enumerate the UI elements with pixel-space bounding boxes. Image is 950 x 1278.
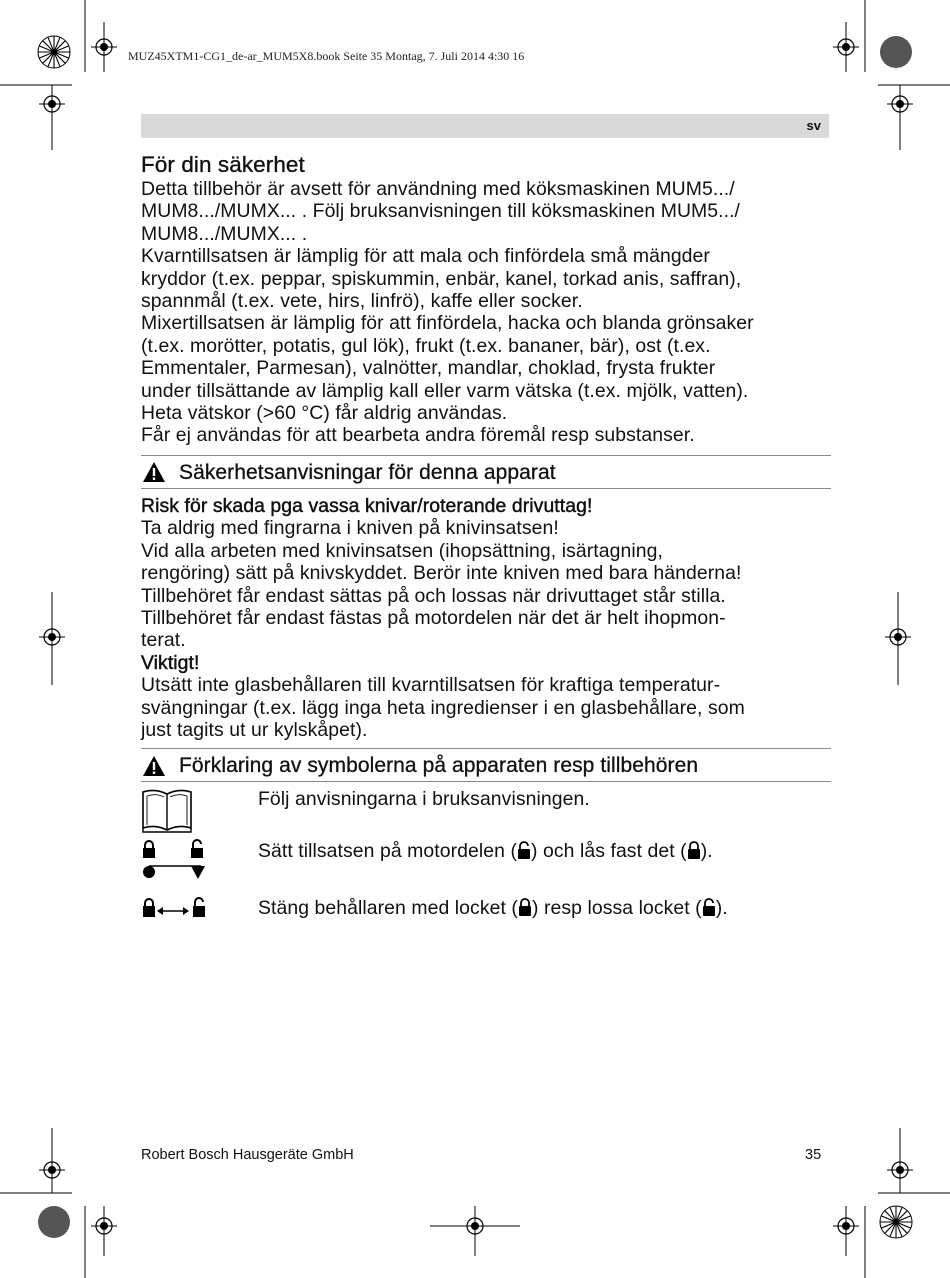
symbol-text-part: ). <box>700 840 713 863</box>
symbol-row-lock-position <box>141 839 831 891</box>
risk-line: Ta aldrig med fingrarna i kniven på knivinsatsen! <box>141 517 559 540</box>
symbol-text-part: Sätt tillsatsen på motordelen ( <box>258 840 517 863</box>
symbol-text-part: ) resp lossa locket ( <box>531 897 702 920</box>
page-content <box>141 152 831 927</box>
safety-line: under tillsättande av lämplig kall eller varm vätska (t.ex. mjölk, vatten). <box>141 379 749 402</box>
book-icon <box>141 788 193 834</box>
lock-position-icon <box>141 839 211 883</box>
footer-company: Robert Bosch Hausgeräte GmbH <box>141 1147 354 1163</box>
risk-line: terat. <box>141 629 186 652</box>
lock-closed-icon <box>687 841 701 860</box>
safety-line: MUM8.../MUMX... . Följ bruksanvisningen till köksmaskinen MUM5.../ <box>141 200 741 223</box>
instructions-heading <box>141 455 831 489</box>
lock-closed-icon <box>518 898 532 917</box>
safety-line: Kvarntillsatsen är lämplig för att mala och finfördela små mängder <box>141 245 710 268</box>
risk-line: Vid alla arbeten med knivinsatsen (ihopsättning, isärtagning, <box>141 539 663 562</box>
risk-line: Tillbehöret får endast fästas på motordelen när det är helt ihopmon- <box>141 606 726 629</box>
symbol-lock-position-text <box>258 840 831 862</box>
book-header-line: MUZ45XTM1-CG1_de-ar_MUM5X8.book Seite 35 Montag, 7. Juli 2014 4:30 16 <box>128 49 525 63</box>
safety-line: Heta vätskor (>60 °C) får aldrig användas. <box>141 402 508 425</box>
safety-line: Får ej användas för att bearbeta andra föremål resp substanser. <box>141 424 695 447</box>
language-tag: sv <box>806 118 821 133</box>
safety-line: Mixertillsatsen är lämplig för att finfördela, hacka och blanda grönsaker <box>141 312 754 335</box>
warning-icon <box>142 461 166 483</box>
safety-line: Detta tillbehör är avsett för användning med köksmaskinen MUM5.../ <box>141 178 735 200</box>
symbol-text-part: ) och lås fast det ( <box>531 840 687 863</box>
important-heading: Viktigt! <box>141 651 200 674</box>
lock-open-icon <box>517 841 531 860</box>
symbol-text-part: Stäng behållaren med locket ( <box>258 897 518 920</box>
symbol-book-text: Följ anvisningarna i bruksanvisningen. <box>258 788 590 811</box>
important-line: Utsätt inte glasbehållaren till kvarntillsatsen för kraftiga temperatur- <box>141 674 721 697</box>
instructions-title: Säkerhetsanvisningar för denna apparat <box>179 460 556 484</box>
symbol-text-part: ). <box>715 897 728 920</box>
symbols-title: Förklaring av symbolerna på apparaten resp tillbehören <box>179 754 699 778</box>
page-number: 35 <box>805 1147 822 1163</box>
symbol-row-book <box>141 788 831 838</box>
symbol-row-lock-arrow <box>141 895 831 926</box>
safety-line: MUM8.../MUMX... . <box>141 222 308 245</box>
risk-line: Tillbehöret får endast sättas på och lossas när drivuttaget står stilla. <box>141 584 726 607</box>
warning-icon <box>142 755 166 777</box>
risk-heading: Risk för skada pga vassa knivar/roterande drivuttag! <box>141 494 593 517</box>
safety-line: spannmål (t.ex. vete, hirs, linfrö), kaffe eller socker. <box>141 290 583 313</box>
lock-arrow-icon <box>141 895 211 921</box>
important-line: just tagits ut ur kylskåpet). <box>141 718 368 741</box>
safety-line: (t.ex. morötter, potatis, gul lök), frukt (t.ex. bananer, bär), ost (t.ex. <box>141 334 711 357</box>
symbols-heading <box>141 748 831 782</box>
safety-line: Emmentaler, Parmesan), valnötter, mandlar, choklad, frysta frukter <box>141 357 716 380</box>
safety-title: För din säkerhet <box>141 152 305 177</box>
risk-line: rengöring) sätt på knivskyddet. Berör inte kniven med bara händerna! <box>141 562 742 585</box>
language-bar <box>141 114 829 138</box>
symbol-lock-arrow-text <box>258 897 831 919</box>
important-line: svängningar (t.ex. lägg inga heta ingredienser i en glasbehållare, som <box>141 696 745 719</box>
safety-line: kryddor (t.ex. peppar, spiskummin, enbär, kanel, torkad anis, saffran), <box>141 267 742 290</box>
lock-open-icon <box>702 898 716 917</box>
